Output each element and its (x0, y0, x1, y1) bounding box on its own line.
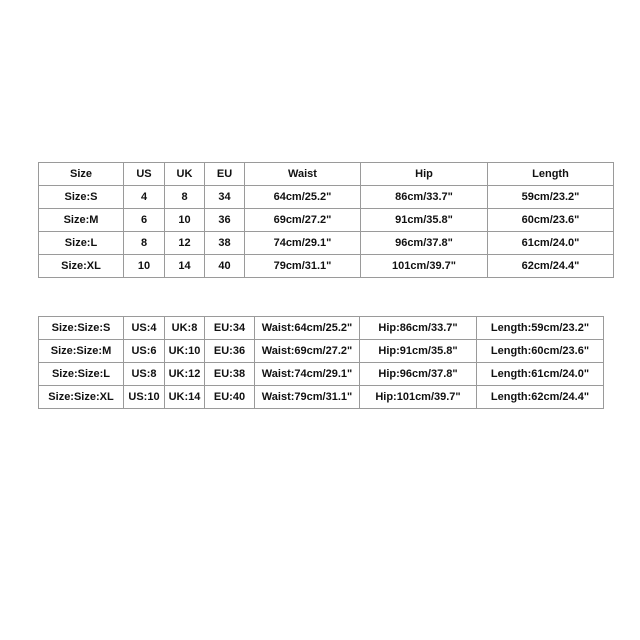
table-cell: 8 (124, 232, 165, 255)
table-cell: Waist:69cm/27.2" (255, 340, 360, 363)
table-cell: US:4 (124, 317, 165, 340)
table-cell: 59cm/23.2" (488, 186, 614, 209)
table-row (39, 340, 604, 363)
table-row (39, 363, 604, 386)
table-cell: Size:S (39, 186, 124, 209)
table-cell: 62cm/24.4" (488, 255, 614, 278)
table-cell: 4 (124, 186, 165, 209)
table-cell: UK:8 (165, 317, 205, 340)
table-cell: 91cm/35.8" (361, 209, 488, 232)
table-cell: 36 (205, 209, 245, 232)
table-cell: 10 (124, 255, 165, 278)
table-header-row (39, 163, 614, 186)
table-cell: Hip:91cm/35.8" (360, 340, 477, 363)
header-cell: UK (165, 163, 205, 186)
table-row (39, 255, 614, 278)
table-cell: 34 (205, 186, 245, 209)
table-row (39, 209, 614, 232)
table-cell: Size:Size:M (39, 340, 124, 363)
header-cell: Size (39, 163, 124, 186)
table-cell: Length:61cm/24.0" (477, 363, 604, 386)
table-cell: 79cm/31.1" (245, 255, 361, 278)
table-cell: 61cm/24.0" (488, 232, 614, 255)
table-cell: Size:M (39, 209, 124, 232)
table-cell: Waist:74cm/29.1" (255, 363, 360, 386)
table-cell: EU:36 (205, 340, 255, 363)
table-cell: 8 (165, 186, 205, 209)
table-cell: 40 (205, 255, 245, 278)
size-label-table (38, 316, 604, 409)
table-cell: US:10 (124, 386, 165, 409)
header-cell: US (124, 163, 165, 186)
table-cell: 96cm/37.8" (361, 232, 488, 255)
table-cell: 10 (165, 209, 205, 232)
table-cell: 101cm/39.7" (361, 255, 488, 278)
table-cell: Length:62cm/24.4" (477, 386, 604, 409)
table-cell: 60cm/23.6" (488, 209, 614, 232)
table-cell: Size:L (39, 232, 124, 255)
table-cell: Hip:96cm/37.8" (360, 363, 477, 386)
table-cell: US:8 (124, 363, 165, 386)
table-cell: UK:14 (165, 386, 205, 409)
header-cell: Waist (245, 163, 361, 186)
table-cell: Hip:86cm/33.7" (360, 317, 477, 340)
size-chart-table (38, 162, 614, 278)
table-row (39, 232, 614, 255)
table-cell: EU:34 (205, 317, 255, 340)
header-cell: Hip (361, 163, 488, 186)
table-cell: 12 (165, 232, 205, 255)
table-cell: EU:40 (205, 386, 255, 409)
table-cell: Waist:64cm/25.2" (255, 317, 360, 340)
table-cell: UK:10 (165, 340, 205, 363)
table-cell: UK:12 (165, 363, 205, 386)
table-cell: Hip:101cm/39.7" (360, 386, 477, 409)
table-cell: 38 (205, 232, 245, 255)
table-cell: 86cm/33.7" (361, 186, 488, 209)
table-cell: 64cm/25.2" (245, 186, 361, 209)
table-cell: Waist:79cm/31.1" (255, 386, 360, 409)
table-cell: Length:59cm/23.2" (477, 317, 604, 340)
table-cell: Size:Size:XL (39, 386, 124, 409)
table-cell: US:6 (124, 340, 165, 363)
table-cell: 69cm/27.2" (245, 209, 361, 232)
table-row (39, 317, 604, 340)
table-cell: Size:Size:S (39, 317, 124, 340)
table-cell: EU:38 (205, 363, 255, 386)
table-cell: Size:Size:L (39, 363, 124, 386)
header-cell: Length (488, 163, 614, 186)
header-cell: EU (205, 163, 245, 186)
table-row (39, 386, 604, 409)
table-cell: Size:XL (39, 255, 124, 278)
table-cell: 74cm/29.1" (245, 232, 361, 255)
table-cell: 6 (124, 209, 165, 232)
table-cell: 14 (165, 255, 205, 278)
table-row (39, 186, 614, 209)
table-cell: Length:60cm/23.6" (477, 340, 604, 363)
